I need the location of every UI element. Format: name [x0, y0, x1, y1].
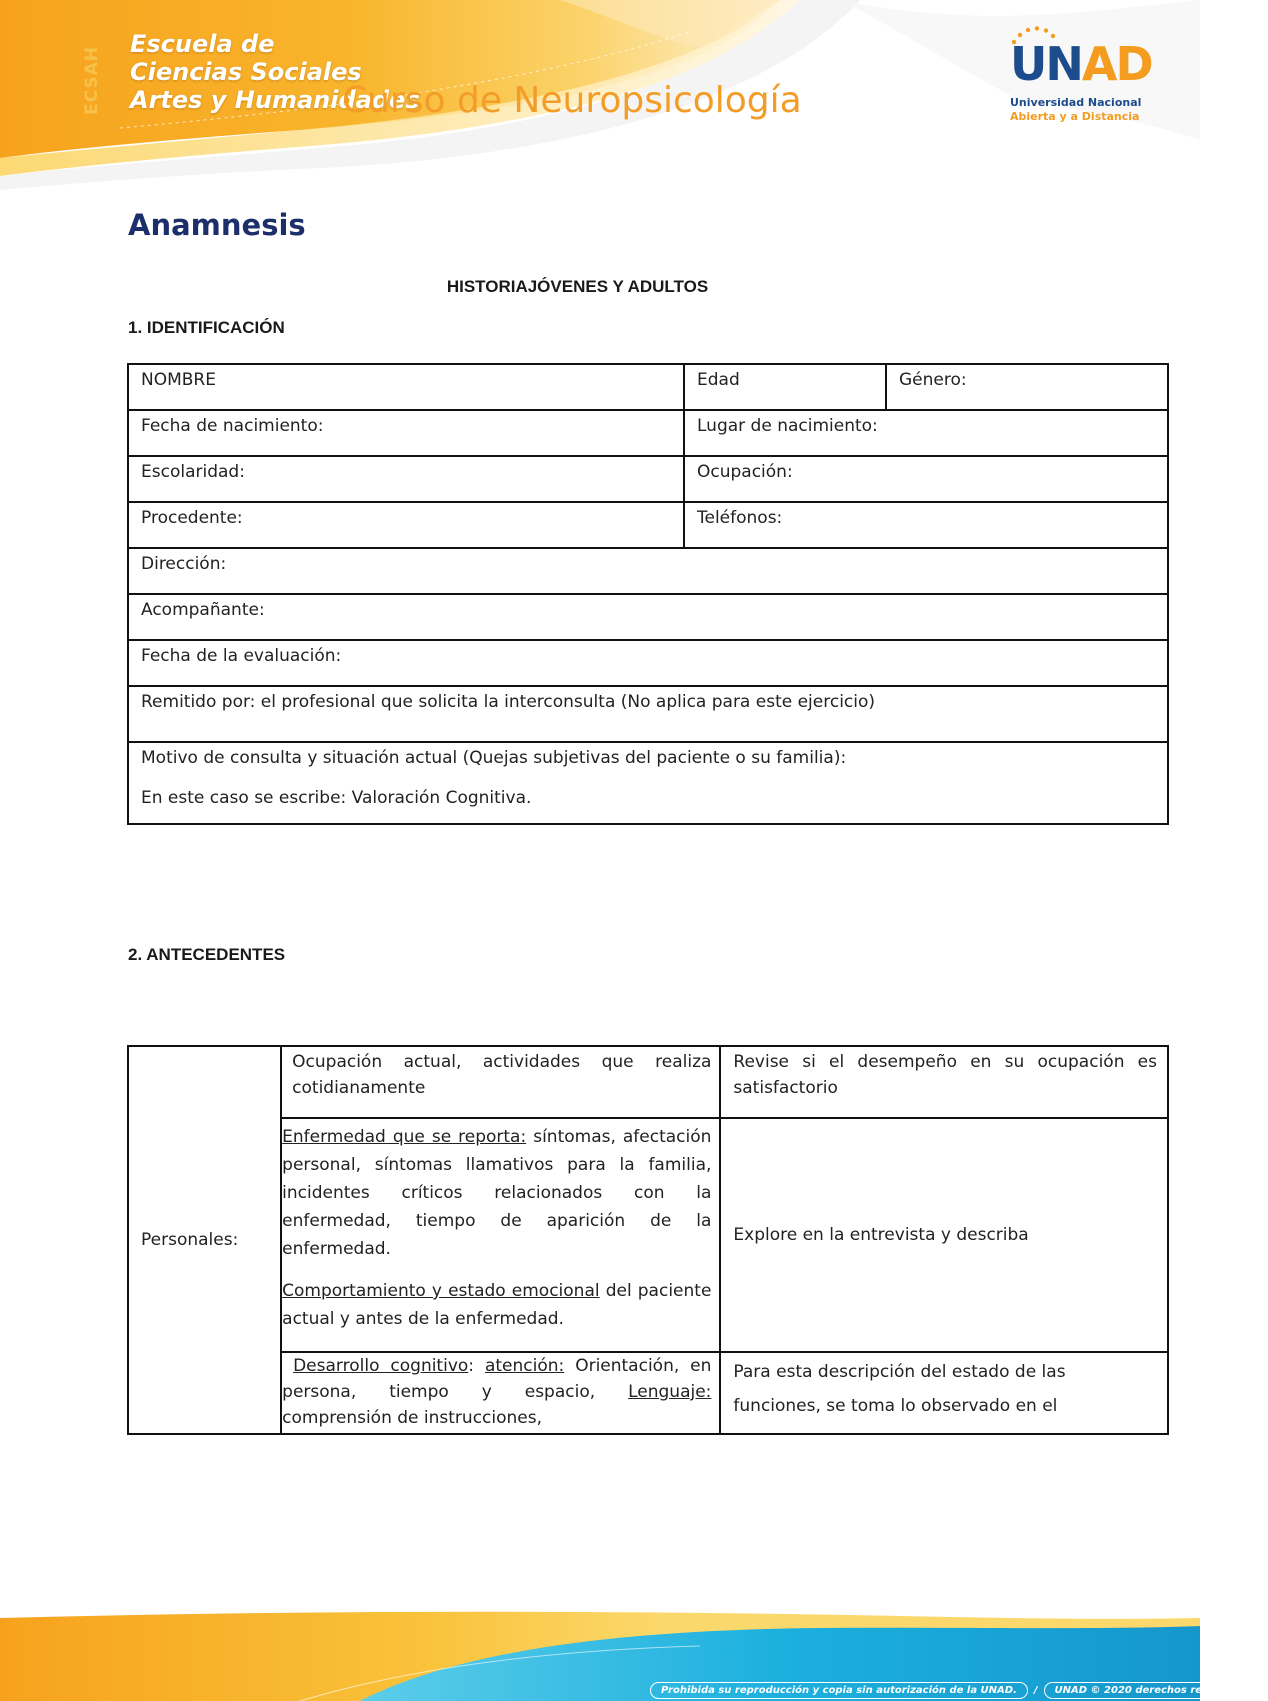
telefonos-label: Teléfonos: — [697, 508, 783, 528]
motivo-cell[interactable] — [128, 742, 1168, 824]
personales-label: Personales: — [141, 1230, 239, 1250]
enfermedad-paragraph — [282, 1119, 711, 1263]
unad-logo — [1010, 26, 1152, 136]
fecha-nacimiento-cell[interactable] — [128, 410, 684, 456]
desempeno-text: Revise si el desempeño en su ocupación es satisfactorio — [733, 1052, 1157, 1098]
comportamiento-underlined: Comportamiento y estado emocional — [282, 1281, 600, 1301]
identificacion-table — [127, 363, 1169, 825]
lenguaje-text: comprensión de instrucciones, — [282, 1408, 543, 1428]
school-line-2: Ciencias Sociales — [130, 58, 362, 86]
telefonos-cell[interactable] — [684, 502, 1168, 548]
desarrollo-cognitivo-cell[interactable] — [281, 1352, 720, 1434]
desarrollo-sep: : — [468, 1356, 485, 1376]
personales-label-cell — [128, 1046, 281, 1434]
direccion-cell[interactable] — [128, 548, 1168, 594]
ocupacion-label: Ocupación: — [697, 462, 793, 482]
course-title: Curso de Neuropsicología — [342, 80, 802, 121]
escolaridad-cell[interactable] — [128, 456, 684, 502]
section-identificacion-heading: 1. IDENTIFICACIÓN — [128, 318, 285, 337]
school-line-3: Artes y Humanidades — [130, 86, 420, 114]
header-banner — [0, 0, 1200, 200]
explore-cell[interactable] — [720, 1118, 1168, 1352]
direccion-label: Dirección: — [141, 554, 227, 574]
motivo-label: Motivo de consulta y situación actual (Quejas subjetivas del paciente o su familia): — [141, 748, 847, 768]
logo-subtitle-1: Universidad Nacional — [1010, 96, 1142, 109]
section-antecedentes-heading: 2. ANTECEDENTES — [128, 945, 286, 964]
genero-cell[interactable] — [886, 364, 1168, 410]
logo-wordmark: UNAD — [1010, 37, 1152, 91]
edad-label: Edad — [697, 370, 740, 390]
escolaridad-label: Escolaridad: — [141, 462, 245, 482]
enfermedad-underlined: Enfermedad que se reporta: — [282, 1127, 527, 1147]
desarrollo-cognitivo-underlined: Desarrollo cognitivo — [293, 1356, 469, 1376]
logo-subtitle-2: Abierta y a Distancia — [1010, 110, 1140, 123]
prohibido-text: Prohibida su reproducción y copia sin autorización de la UNAD. — [650, 1682, 1028, 1699]
genero-label: Género: — [899, 370, 967, 390]
history-title: HISTORIAJÓVENES Y ADULTOS — [446, 277, 709, 296]
desempeno-cell[interactable] — [720, 1046, 1168, 1118]
motivo-caso-text: En este caso se escribe: Valoración Cognitiva. — [141, 788, 532, 808]
lugar-nacimiento-cell[interactable] — [684, 410, 1168, 456]
comportamiento-text: del paciente actual y antes de la enfermedad. — [282, 1281, 712, 1329]
fecha-evaluacion-label: Fecha de la evaluación: — [141, 646, 342, 666]
remitido-cell[interactable] — [128, 686, 1168, 742]
derechos-text: UNAD © 2020 derechos reservados. — [1044, 1682, 1268, 1699]
lenguaje-underlined: Lenguaje: — [628, 1382, 712, 1402]
procedente-label: Procedente: — [141, 508, 243, 528]
atencion-underlined: atención: — [484, 1356, 565, 1376]
school-line-1: Escuela de — [130, 30, 275, 58]
descripcion-funciones-text: Para esta descripción del estado de las funciones, se toma lo observado en el — [733, 1362, 1066, 1416]
acompanante-label: Acompañante: — [141, 600, 265, 620]
enfermedad-text: síntomas, afectación personal, síntomas llamativos para la familia, incidentes críticos relacionados con la enfermedad, tiempo de aparición de la enfermedad. — [282, 1127, 712, 1259]
ocupacion-cell[interactable] — [684, 456, 1168, 502]
fecha-evaluacion-cell[interactable] — [128, 640, 1168, 686]
comportamiento-paragraph — [282, 1277, 711, 1333]
footer-note: Prohibida su reproducción y copia sin autorización de la UNAD. / UNAD © 2020 derechos reservados. — [650, 1685, 1268, 1696]
edad-cell[interactable] — [684, 364, 886, 410]
nombre-label: NOMBRE — [141, 370, 216, 390]
enfermedad-cell[interactable] — [281, 1118, 720, 1352]
orientacion-text: Orientación, en persona, tiempo y espacio, — [282, 1356, 712, 1402]
fecha-nacimiento-label: Fecha de nacimiento: — [141, 416, 324, 436]
antecedentes-table — [127, 1045, 1169, 1435]
document-title: Anamnesis — [128, 208, 306, 242]
desarrollo-cognitivo-paragraph — [282, 1353, 711, 1433]
ocupacion-actual-cell[interactable] — [281, 1046, 720, 1118]
acompanante-cell[interactable] — [128, 594, 1168, 640]
procedente-cell[interactable] — [128, 502, 684, 548]
explore-text: Explore en la entrevista y describa — [733, 1225, 1029, 1245]
lugar-nacimiento-label: Lugar de nacimiento: — [697, 416, 878, 436]
descripcion-funciones-cell[interactable] — [720, 1352, 1168, 1434]
remitido-label: Remitido por: el profesional que solicita la interconsulta (No aplica para este ejercicio) — [141, 692, 876, 712]
ocupacion-actual-text: Ocupación actual, actividades que realiza cotidianamente — [292, 1052, 712, 1098]
nombre-cell[interactable] — [128, 364, 684, 410]
ecsah-vertical-label: ECSAH — [82, 45, 102, 115]
